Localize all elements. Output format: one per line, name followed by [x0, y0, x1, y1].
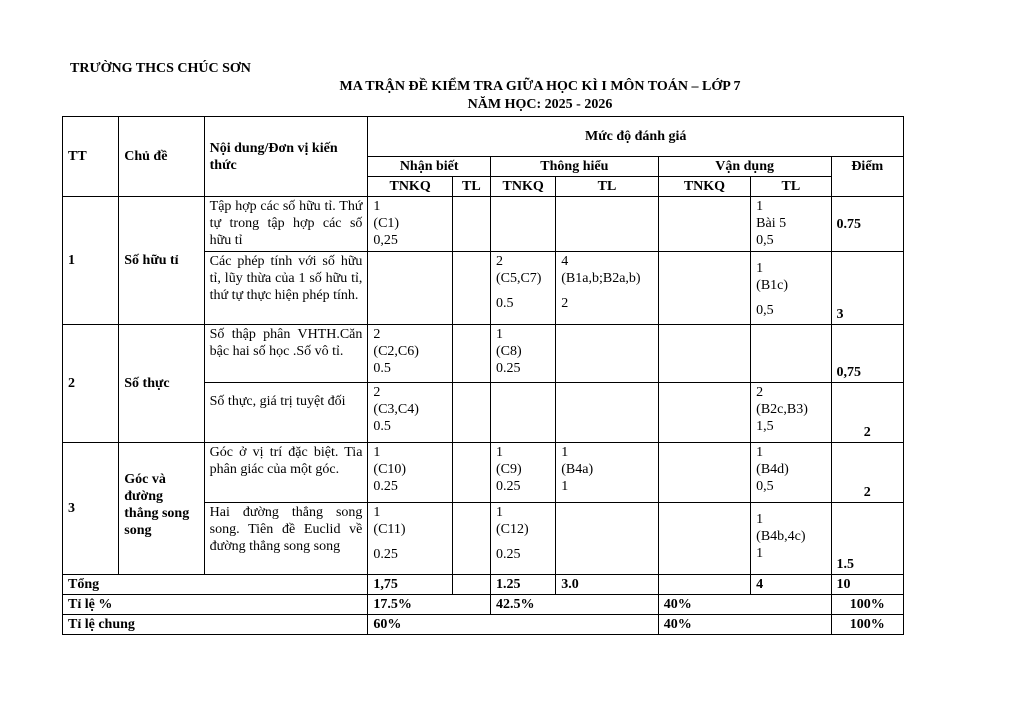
th-tnkq-cell: 2 (C5,C7) 0.5: [490, 252, 555, 325]
general-ratio-row: [63, 615, 904, 635]
score-cell: 2: [831, 443, 903, 503]
total-nb-tnkq: 1,75: [368, 575, 452, 595]
general-vd: 40%: [658, 615, 831, 635]
ratio-label: Tỉ lệ %: [63, 595, 368, 615]
content-unit: Số thập phân VHTH.Căn bậc hai số học .Số vô tỉ.: [204, 325, 368, 383]
header-score: Điểm: [831, 157, 903, 197]
header-tt: TT: [63, 117, 119, 197]
header-thong-hieu: Thông hiểu: [490, 157, 658, 177]
school-name: TRƯỜNG THCS CHÚC SƠN: [70, 61, 251, 76]
content-unit: Các phép tính với số hữu tỉ, lũy thừa của 1 số hữu tỉ, thứ tự thực hiện phép tính.: [204, 252, 368, 325]
vd-tl-cell: [751, 325, 831, 383]
vd-tl-cell: 1 (B1c) 0,5: [751, 252, 831, 325]
content-unit: Góc ở vị trí đặc biệt. Tia phân giác của một góc.: [204, 443, 368, 503]
header-content: Nội dung/Đơn vị kiến thức: [204, 117, 368, 197]
th-tl-cell: 4 (B1a,b;B2a,b) 2: [556, 252, 658, 325]
topic-number: 2: [63, 325, 119, 443]
document-title: MA TRẬN ĐỀ KIỂM TRA GIỮA HỌC KÌ I MÔN TOÁN – LỚP 7: [339, 79, 741, 94]
th-tl-cell: [556, 503, 658, 575]
header-nb-tnkq: TNKQ: [368, 177, 452, 197]
th-tl-cell: [556, 325, 658, 383]
nb-tl-cell: [452, 383, 490, 443]
th-tnkq-cell: 1 (C8) 0.25: [490, 325, 555, 383]
vd-tl-cell: 1 Bài 5 0,5: [751, 197, 831, 252]
vd-tnkq-cell: [658, 503, 750, 575]
th-tl-cell: [556, 383, 658, 443]
topic-name: Số hữu tỉ: [119, 197, 204, 325]
header-th-tl: TL: [556, 177, 658, 197]
total-row: [63, 575, 904, 595]
header-vd-tl: TL: [751, 177, 831, 197]
vd-tl-cell: 1 (B4d) 0,5: [751, 443, 831, 503]
header-vd-tnkq: TNKQ: [658, 177, 750, 197]
vd-tnkq-cell: [658, 383, 750, 443]
exam-matrix-table: [62, 116, 904, 635]
nb-tl-cell: [452, 252, 490, 325]
school-year: NĂM HỌC: 2025 - 2026: [467, 97, 613, 112]
score-cell: 2: [831, 383, 903, 443]
header-th-tnkq: TNKQ: [490, 177, 555, 197]
vd-tl-cell: 2 (B2c,B3) 1,5: [751, 383, 831, 443]
vd-tnkq-cell: [658, 252, 750, 325]
header-nhan-biet: Nhận biết: [368, 157, 491, 177]
th-tnkq-cell: [490, 197, 555, 252]
general-score: 100%: [831, 615, 903, 635]
score-cell: 1.5: [831, 503, 903, 575]
ratio-th: 42.5%: [490, 595, 658, 615]
nb-tnkq-cell: 1 (C1) 0,25: [368, 197, 452, 252]
nb-tl-cell: [452, 443, 490, 503]
nb-tl-cell: [452, 325, 490, 383]
general-nb-th: 60%: [368, 615, 658, 635]
content-unit: Số thực, giá trị tuyệt đối: [204, 383, 368, 443]
nb-tl-cell: [452, 197, 490, 252]
topic-name: Số thực: [119, 325, 204, 443]
vd-tl-cell: 1 (B4b,4c) 1: [751, 503, 831, 575]
th-tnkq-cell: [490, 383, 555, 443]
table-row: [63, 443, 904, 503]
header-topic: Chủ đề: [119, 117, 204, 197]
total-th-tnkq: 1.25: [490, 575, 555, 595]
total-th-tl: 3.0: [556, 575, 658, 595]
th-tnkq-cell: 1 (C12) 0.25: [490, 503, 555, 575]
th-tl-cell: [556, 197, 658, 252]
table-row: [63, 197, 904, 252]
nb-tnkq-cell: 1 (C11) 0.25: [368, 503, 452, 575]
total-vd-tl: 4: [751, 575, 831, 595]
header-nb-tl: TL: [452, 177, 490, 197]
nb-tl-cell: [452, 503, 490, 575]
nb-tnkq-cell: [368, 252, 452, 325]
th-tnkq-cell: 1 (C9) 0.25: [490, 443, 555, 503]
general-label: Tỉ lệ chung: [63, 615, 368, 635]
total-nb-tl: [452, 575, 490, 595]
score-cell: 0.75: [831, 197, 903, 252]
nb-tnkq-cell: 1 (C10) 0.25: [368, 443, 452, 503]
score-cell: 3: [831, 252, 903, 325]
ratio-nb: 17.5%: [368, 595, 491, 615]
vd-tnkq-cell: [658, 197, 750, 252]
content-unit: Hai đường thẳng song song. Tiên đề Euclid về đường thẳng song song: [204, 503, 368, 575]
total-vd-tnkq: [658, 575, 750, 595]
header-row-1: [63, 117, 904, 157]
nb-tnkq-cell: 2 (C3,C4) 0.5: [368, 383, 452, 443]
nb-tnkq-cell: 2 (C2,C6) 0.5: [368, 325, 452, 383]
topic-name: Góc và đường thẳng song song: [119, 443, 204, 575]
topic-number: 1: [63, 197, 119, 325]
th-tl-cell: 1 (B4a) 1: [556, 443, 658, 503]
topic-number: 3: [63, 443, 119, 575]
vd-tnkq-cell: [658, 325, 750, 383]
total-label: Tổng: [63, 575, 368, 595]
vd-tnkq-cell: [658, 443, 750, 503]
ratio-vd: 40%: [658, 595, 831, 615]
ratio-row: [63, 595, 904, 615]
total-score: 10: [831, 575, 903, 595]
content-unit: Tập hợp các số hữu tỉ. Thứ tự trong tập hợp các số hữu tỉ: [204, 197, 368, 252]
table-row: [63, 325, 904, 383]
header-van-dung: Vận dụng: [658, 157, 831, 177]
ratio-score: 100%: [831, 595, 903, 615]
header-assessment-level: Mức độ đánh giá: [368, 117, 904, 157]
score-cell: 0,75: [831, 325, 903, 383]
